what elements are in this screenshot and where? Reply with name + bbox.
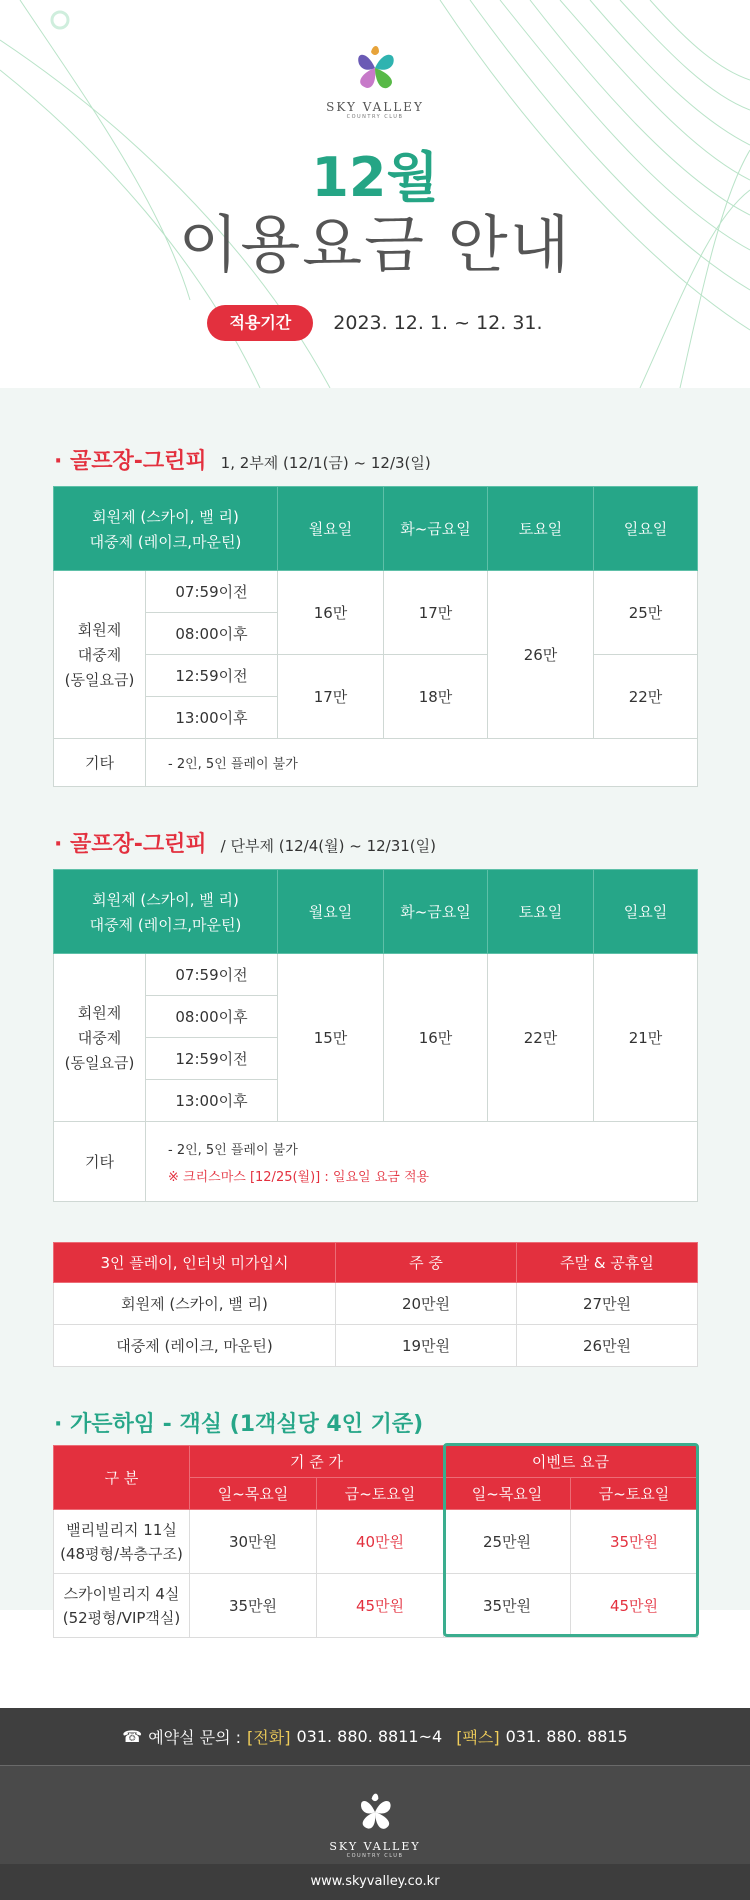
- price-cell: 15만: [278, 954, 384, 1122]
- contact-label: 예약실 문의 :: [148, 1728, 242, 1747]
- header-day: 월요일: [278, 870, 384, 954]
- header-day: 토요일: [488, 487, 594, 571]
- section2-heading: [54, 827, 436, 858]
- section4-title: · 가든하임 - 객실 (1객실당 4인 기준): [54, 1412, 424, 1437]
- period-badge: 적용기간: [207, 305, 313, 341]
- etc-label: 기타: [54, 739, 146, 787]
- header-line-2: 대중제 (레이크,마운틴): [89, 915, 242, 934]
- header-day: 화~금요일: [384, 487, 488, 571]
- price-cell: 17만: [384, 571, 488, 655]
- room-name-line: (48평형/복층구조): [60, 1545, 183, 1563]
- group-line: (동일요금): [64, 1054, 135, 1072]
- group-line: (동일요금): [64, 671, 135, 689]
- time-slot: 08:00이후: [146, 613, 278, 655]
- room-name-line: (52평형/VIP객실): [62, 1609, 181, 1627]
- section2-subtitle: / 단부제 (12/4(월) ~ 12/31(일): [220, 837, 436, 855]
- price-cell: 22만: [488, 954, 594, 1122]
- etc-label: 기타: [54, 1122, 146, 1202]
- phone-icon: ☎: [122, 1727, 143, 1746]
- room-rate-table: [53, 1445, 698, 1638]
- group-line: 대중제: [77, 1029, 122, 1047]
- time-slot: 12:59이전: [146, 1038, 278, 1080]
- header-type: 구 분: [54, 1446, 190, 1510]
- time-slot: 07:59이전: [146, 571, 278, 613]
- header-weekend: 주말 & 공휴일: [517, 1243, 698, 1283]
- price-cell: 27만원: [517, 1283, 698, 1325]
- price-cell: 19만원: [336, 1325, 517, 1367]
- page-title: 이용요금 안내: [178, 208, 572, 281]
- price-cell: 17만: [278, 655, 384, 739]
- contact-bar: [0, 1708, 750, 1766]
- period-row: [0, 303, 750, 343]
- header-membership: [54, 870, 278, 954]
- table-row: [54, 1510, 698, 1574]
- header-line-2: 대중제 (레이크,마운틴): [89, 532, 242, 551]
- greenfee-table-2: [53, 869, 698, 1202]
- room-name-line: 스카이빌리지 4실: [63, 1585, 180, 1603]
- hero-header: [0, 0, 750, 388]
- phone-label: [전화]: [247, 1728, 291, 1747]
- group-label: [54, 954, 146, 1122]
- price-cell: 26만원: [517, 1325, 698, 1367]
- header-membership: [54, 487, 278, 571]
- price-cell: 35만원: [571, 1510, 698, 1574]
- price-cell: 26만: [488, 571, 594, 739]
- group-line: 대중제: [77, 646, 122, 664]
- header-fri-sat: 금~토요일: [317, 1478, 444, 1510]
- header-fri-sat: 금~토요일: [571, 1478, 698, 1510]
- table-row: [54, 1574, 698, 1638]
- price-cell: 20만원: [336, 1283, 517, 1325]
- flower-logo-icon: [345, 42, 405, 94]
- etc-note: - 2인, 5인 플레이 불가: [168, 1142, 298, 1158]
- footer-logo: [325, 1790, 425, 1859]
- month-title: 12월: [311, 146, 439, 209]
- phone-number[interactable]: 031. 880. 8811~4: [296, 1727, 443, 1746]
- price-cell: 18만: [384, 655, 488, 739]
- time-slot: 13:00이후: [146, 1080, 278, 1122]
- header-day: 월요일: [278, 487, 384, 571]
- header-line-1: 회원제 (스카이, 밸 리): [92, 507, 239, 526]
- header-day: 일요일: [594, 487, 698, 571]
- table-header-row: [54, 1446, 698, 1478]
- header-line-1: 회원제 (스카이, 밸 리): [92, 890, 239, 909]
- header-sun-thu: 일~목요일: [444, 1478, 571, 1510]
- period-value: 2023. 12. 1. ~ 12. 31.: [333, 312, 543, 334]
- group-label: [54, 571, 146, 739]
- section1-subtitle: 1, 2부제 (12/1(금) ~ 12/3(일): [220, 454, 431, 472]
- brand-name: SKY VALLEY: [326, 100, 424, 114]
- flower-logo-icon: [350, 1790, 400, 1834]
- price-cell: 25만원: [444, 1510, 571, 1574]
- header-day: 토요일: [488, 870, 594, 954]
- fax-label: [팩스]: [456, 1728, 500, 1747]
- website-link[interactable]: www.skyvalley.co.kr: [0, 1864, 750, 1900]
- time-slot: 07:59이전: [146, 954, 278, 996]
- table-header-row: [54, 1243, 698, 1283]
- time-slot: 12:59이전: [146, 655, 278, 697]
- table-row: [54, 739, 698, 787]
- price-cell: 35만원: [190, 1574, 317, 1638]
- price-cell: 45만원: [571, 1574, 698, 1638]
- section1-heading: [54, 444, 431, 475]
- price-cell: 40만원: [317, 1510, 444, 1574]
- group-line: 회원제: [77, 1004, 122, 1022]
- brand-logo: [325, 42, 425, 120]
- brand-subtitle: COUNTRY CLUB: [346, 114, 404, 120]
- etc-notes: [146, 1122, 698, 1202]
- room-name: [54, 1510, 190, 1574]
- header-base-price: 기 준 가: [190, 1446, 444, 1478]
- fax-number: 031. 880. 8815: [505, 1727, 628, 1746]
- table-row: [54, 1325, 698, 1367]
- table-row: [54, 1283, 698, 1325]
- header-day: 화~금요일: [384, 870, 488, 954]
- price-cell: 22만: [594, 655, 698, 739]
- header-weekday: 주 중: [336, 1243, 517, 1283]
- price-cell: 45만원: [317, 1574, 444, 1638]
- footer-brand-name: SKY VALLEY: [329, 1840, 421, 1853]
- time-slot: 08:00이후: [146, 996, 278, 1038]
- header-three-player: 3인 플레이, 인터넷 미가입시: [54, 1243, 336, 1283]
- footer: [0, 1766, 750, 1900]
- header-event-price: 이벤트 요금: [444, 1446, 698, 1478]
- group-line: 회원제: [77, 621, 122, 639]
- table-row: [54, 655, 698, 697]
- table-row: [54, 571, 698, 613]
- table-header-row: [54, 487, 698, 571]
- price-cell: 35만원: [444, 1574, 571, 1638]
- header-day: 일요일: [594, 870, 698, 954]
- price-cell: 25만: [594, 571, 698, 655]
- section2-title: · 골프장-그린피: [54, 832, 207, 857]
- footer-brand-subtitle: COUNTRY CLUB: [346, 1853, 404, 1859]
- table-header-row: [54, 870, 698, 954]
- price-cell: 16만: [278, 571, 384, 655]
- room-name-line: 밸리빌리지 11실: [66, 1521, 177, 1539]
- three-player-table: [53, 1242, 698, 1367]
- table-row: [54, 954, 698, 996]
- greenfee-table-1: [53, 486, 698, 787]
- time-slot: 13:00이후: [146, 697, 278, 739]
- price-cell: 30만원: [190, 1510, 317, 1574]
- table-row: [54, 1122, 698, 1202]
- row-label: 대중제 (레이크, 마운틴): [54, 1325, 336, 1367]
- section1-title: · 골프장-그린피: [54, 449, 207, 474]
- header-sun-thu: 일~목요일: [190, 1478, 317, 1510]
- row-label: 회원제 (스카이, 밸 리): [54, 1283, 336, 1325]
- etc-note: - 2인, 5인 플레이 불가: [146, 739, 698, 787]
- room-name: [54, 1574, 190, 1638]
- etc-note-christmas: ※ 크리스마스 [12/25(월)] : 일요일 요금 적용: [168, 1169, 430, 1185]
- price-cell: 16만: [384, 954, 488, 1122]
- price-cell: 21만: [594, 954, 698, 1122]
